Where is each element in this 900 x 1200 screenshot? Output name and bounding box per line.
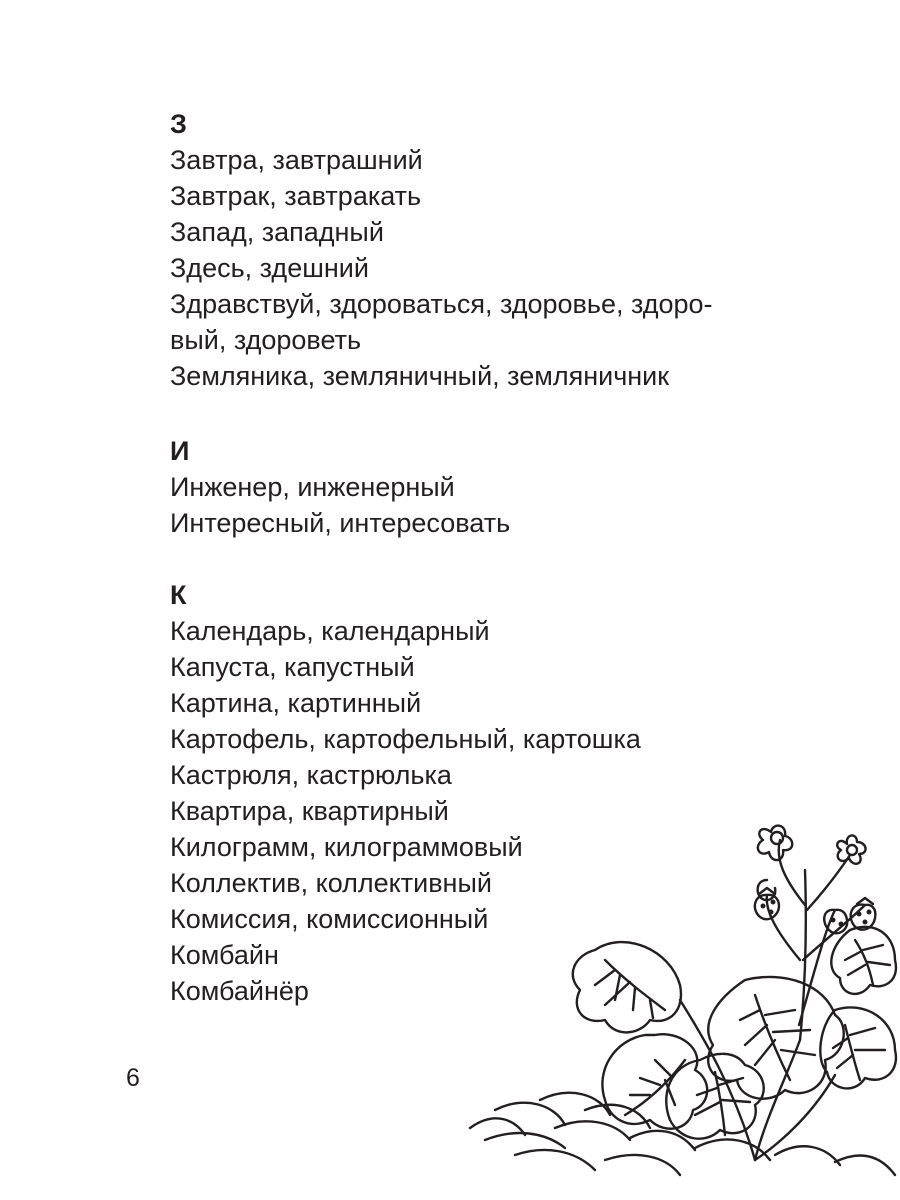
word-entry: Кастрюля, кастрюлька — [170, 760, 452, 790]
word-entry: Земляника, земляничный, земляничник — [170, 361, 670, 391]
flower-icon — [758, 826, 792, 860]
word-entry: Здесь, здешний — [170, 253, 369, 283]
section-letter: И — [170, 436, 190, 466]
word-entry: Капуста, капустный — [170, 652, 415, 682]
word-entry: Комбайнёр — [170, 976, 309, 1006]
word-entry: Квартира, квартирный — [170, 796, 449, 826]
word-entry: Здравствуй, здороваться, здоровье, здоро- — [170, 289, 713, 319]
berry-icon — [824, 910, 847, 933]
word-entry: Картофель, картофельный, картошка — [170, 724, 641, 754]
strawberry-plant-icon — [455, 810, 900, 1200]
word-entry: вый, здороветь — [170, 325, 362, 355]
flower-icon — [837, 835, 865, 863]
word-entry: Картина, картинный — [170, 688, 422, 718]
section-z — [170, 106, 713, 394]
section-letter: К — [170, 580, 187, 610]
word-entry: Завтра, завтрашний — [170, 145, 423, 175]
word-entry: Комиссия, комиссионный — [170, 904, 489, 934]
word-entry: Запад, западный — [170, 217, 384, 247]
word-entry: Завтрак, завтракать — [170, 181, 422, 211]
page-number: 6 — [126, 1064, 140, 1092]
word-entry: Комбайн — [170, 940, 279, 970]
word-entry: Инженер, инженерный — [170, 472, 455, 502]
word-entry: Интересный, интересовать — [170, 508, 511, 538]
section-i — [170, 433, 510, 541]
word-entry: Календарь, календарный — [170, 616, 490, 646]
word-entry: Килограмм, килограммовый — [170, 832, 523, 862]
section-letter: З — [170, 109, 187, 139]
word-entry: Коллектив, коллективный — [170, 868, 492, 898]
